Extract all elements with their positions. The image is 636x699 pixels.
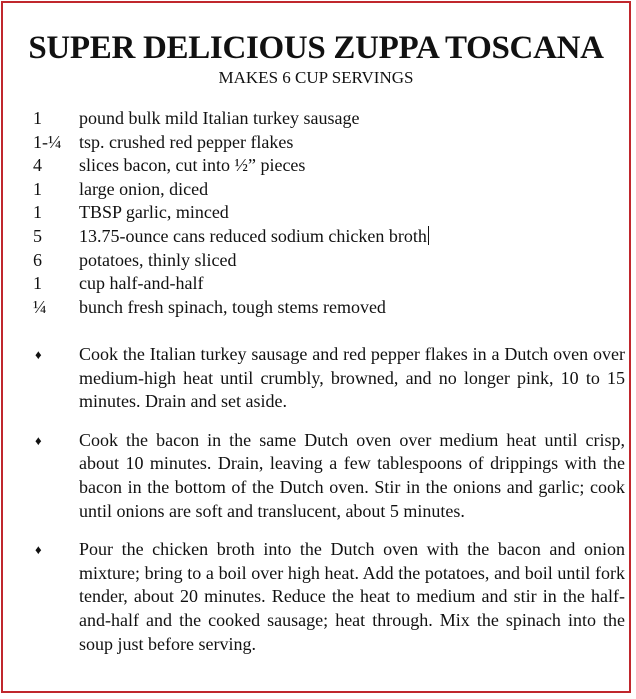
ingredient-text: pound bulk mild Italian turkey sausage (79, 108, 360, 128)
instruction-list (33, 343, 625, 671)
ingredient-qty: 6 (33, 249, 42, 270)
ingredient-list (33, 107, 623, 319)
ingredient-item (33, 154, 623, 178)
ingredient-text: bunch fresh spinach, tough stems removed (79, 296, 386, 317)
diamond-bullet-icon: ♦ (35, 432, 42, 448)
diamond-bullet-icon: ♦ (35, 542, 42, 558)
ingredient-text: cup half-and-half (79, 273, 204, 294)
ingredient-item (33, 178, 623, 202)
ingredient-text: 13.75-ounce cans reduced sodium chicken broth (79, 225, 427, 246)
text-cursor (428, 226, 429, 245)
instruction-step (33, 429, 625, 523)
ingredient-item (33, 107, 623, 131)
ingredient-qty: 1 (33, 178, 42, 199)
ingredient-item (33, 131, 623, 155)
ingredient-qty: ¼ (33, 296, 47, 317)
ingredient-text: potatoes, thinly sliced (79, 249, 237, 270)
ingredient-item (33, 296, 623, 320)
ingredient-qty: 1 (33, 202, 42, 223)
ingredient-qty: 4 (33, 155, 42, 176)
instruction-step (33, 538, 625, 656)
ingredient-text: tsp. crushed red pepper flakes (79, 131, 294, 152)
ingredient-text: large onion, diced (79, 178, 209, 199)
ingredient-qty: 1 (33, 273, 42, 294)
ingredient-item (33, 249, 623, 273)
ingredient-text: TBSP garlic, minced (79, 202, 229, 223)
instruction-text: Cook the Italian turkey sausage and red pepper flakes in a Dutch oven over medium-high heat until crumbly, browned, and no longer pink, 10 to 15 minutes. Drain and set aside. (79, 344, 625, 412)
instruction-step (33, 343, 625, 414)
instruction-text: Pour the chicken broth into the Dutch oven with the bacon and onion mixture; bring to a boil over high heat. Add the potatoes, and boil until fork tender, about 20 minutes. Reduce the heat to medium and stir in the half-and-half and the cooked sausage; heat through. Mix the spinach into the soup just before serving. (79, 539, 625, 654)
ingredient-item (33, 272, 623, 296)
ingredient-item (33, 201, 623, 225)
recipe-title: SUPER DELICIOUS ZUPPA TOSCANA (28, 30, 604, 66)
recipe-card (1, 1, 631, 693)
instruction-text: Cook the bacon in the same Dutch oven over medium heat until crisp, about 10 minutes. Drain, leaving a few tablespoons of drippings with the bacon in the bottom of the Dutch oven. Stir in the onions and garlic; cook until onions are soft and translucent, about 5 minutes. (79, 429, 625, 521)
ingredient-qty: 1-¼ (33, 131, 62, 152)
ingredient-text: slices bacon, cut into ½” pieces (79, 155, 306, 176)
ingredient-qty: 5 (33, 225, 42, 246)
ingredient-item (33, 225, 623, 249)
servings-line: MAKES 6 CUP SERVINGS (218, 68, 414, 87)
diamond-bullet-icon: ♦ (35, 347, 42, 362)
ingredient-text-editable[interactable] (79, 225, 429, 249)
ingredient-qty: 1 (33, 108, 42, 128)
